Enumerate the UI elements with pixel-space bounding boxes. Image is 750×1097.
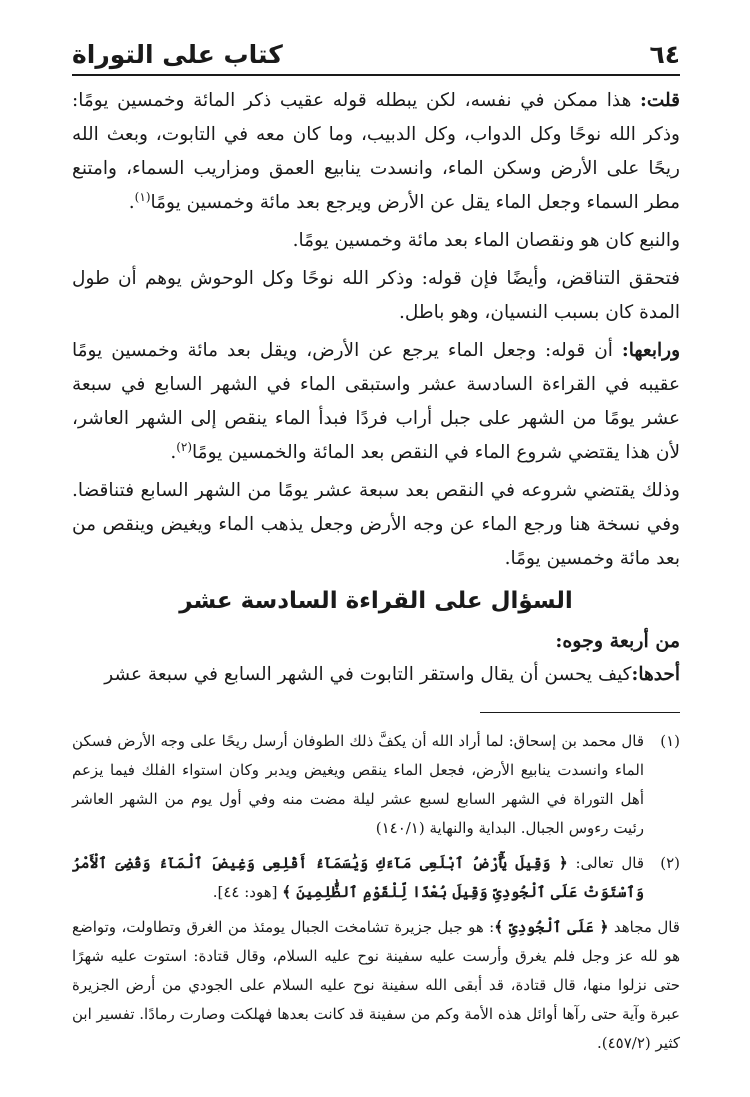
- book-title: كتاب على التوراة: [72, 40, 283, 69]
- quran-reference: [هود: ٤٤].: [212, 883, 278, 901]
- footnote-2-intro: قال تعالى:: [575, 854, 645, 872]
- footnote-1-text: قال محمد بن إسحاق: لما أراد الله أن يكفَّ ذلك الطوفان أرسل ريحًا على وجه الأرض فسكن الماء وانسدت ينابيع الأرض، فجعل الماء ينقص ويغيض ويدبر وكان استواء الفلك فيما يزعم أهل التوراة في الشهر السابع لسبع عشر ليلة مضت منه وفي أول يوم من الشهر العاشر رئيت رءوس الجبال. البداية والنهاية (١٤٠/١): [72, 732, 644, 837]
- book-page: [72, 30, 680, 1070]
- footnote-2-text: [72, 849, 644, 907]
- footnote-separator: [480, 712, 680, 713]
- footnote-3-text: : هو جبل جزيرة تشامخت الجبال يومئذ من الغرق وتطاولت، وتواضع هو لله عز وجل فلم يغرق وأرست عليه سفينة نوح عليه السلام، وقال قتادة: استوت عليه شهرًا حتى نزلوا منها، قال قتادة، قد أبقى الله سفينة نوح عليه السلام على الجودي من أرض الجزيرة عبرة وآية حتى رآها أوائل هذه الأمة وكم من سفينة قد كانت بعدها فهلكت وصارت رمادًا. تفسير ابن كثير (٤٥٧/٢).: [72, 918, 680, 1052]
- footnote-2: [72, 849, 680, 907]
- paragraph-4: ورابعها: أن قوله: وجعل الماء يرجع عن الأرض، ويقل بعد مائة وخمسين يومًا عقيبه في القراءة السادسة عشر واستبقى الماء في الشهر السابع في سبعة عشر يومًا من الشهر على جبل أراب فردًا فبدأ الماء ينقص إلى الشهر العاشر، لأن هذا يقتضي شروع الماء في النقص بعد المائة والخمسين يومًا$^{(٢)}$.: [72, 340, 680, 463]
- page-number: ٦٤: [649, 40, 680, 69]
- footnote-2-number: (٢): [660, 854, 680, 872]
- paragraph-6-text: كيف يحسن أن يقال واستقر التابوت في الشهر السابع في سبعة عشر: [104, 664, 632, 685]
- footnote-1: [72, 727, 680, 843]
- paragraph-1-text: هذا ممكن في نفسه، لكن يبطله قوله عقيب ذكر المائة وخمسين يومًا: وذكر الله نوحًا وكل الدواب، وكل الدبيب، وما كان معه في التابوت، وبعث الله ريحًا على الأرض وسكن الماء، وانسدت ينابيع العمق ومزاريب السماء، وامتنع مطر السماء وجعل الماء يقل عن الأرض ويرجع بعد مائة وخمسين يومًا: [72, 90, 680, 213]
- paragraph-6-lead: أحدها:: [631, 664, 680, 685]
- running-header: [72, 30, 680, 76]
- footnote-3-intro: قال مجاهد: [613, 918, 680, 936]
- paragraph-4-lead: ورابعها:: [621, 340, 680, 361]
- paragraph-3: فتحقق التناقض، وأيضًا فإن قوله: وذكر الله نوحًا وكل الوحوش يوهم أن طول المدة كان بسبب النسيان، وهو باطل.: [72, 268, 680, 323]
- footnote-1-number: (١): [660, 732, 680, 750]
- footnote-ref-2[interactable]: (٢): [176, 439, 193, 454]
- paragraph-1: قلت: هذا ممكن في نفسه، لكن يبطله قوله عقيب ذكر المائة وخمسين يومًا: وذكر الله نوحًا وكل الدواب، وكل الدبيب، وما كان معه في التابوت، وبعث الله ريحًا على الأرض وسكن الماء، وانسدت ينابيع العمق ومزاريب السماء، وامتنع مطر السماء وجعل الماء يقل عن الأرض ويرجع بعد مائة وخمسين يومًا$^{(١)}$.: [72, 90, 680, 213]
- section-heading: السؤال على القراءة السادسة عشر: [179, 588, 573, 614]
- footnote-2-continuation: [72, 913, 680, 1058]
- quran-quote: ﴿ وَقِيلَ يَٰٓأَرْضُ ٱبْلَعِى مَآءَكِ وَيَٰسَمَآءُ أَقْلِعِى وَغِيضَ ٱلْمَآءُ وَقُضِىَ ٱلْأَمْرُ وَٱسْتَوَتْ عَلَى ٱلْجُودِىِّ وَقِيلَ بُعْدًا لِّلْقَوْمِ ٱلظَّٰلِمِينَ ﴾: [72, 854, 644, 901]
- subheading: من أربعة وجوه:: [555, 630, 680, 652]
- footnotes: [72, 727, 680, 1058]
- paragraph-5: وذلك يقتضي شروعه في النقص بعد سبعة عشر يومًا من الشهر السابع فتناقضا. وفي نسخة هنا ورجع الماء عن وجه الأرض وجعل يذهب الماء ويغيض وينقص من بعد مائة وخمسين يومًا.: [72, 480, 680, 569]
- paragraph-1-lead: قلت:: [640, 90, 680, 111]
- footnote-ref-1[interactable]: (١): [134, 189, 151, 204]
- main-text: [72, 84, 680, 692]
- paragraph-4-text: أن قوله: وجعل الماء يرجع عن الأرض، ويقل بعد مائة وخمسين يومًا عقيبه في القراءة السادسة عشر واستبقى الماء في الشهر السابع في سبعة عشر يومًا من الشهر على جبل أراب فردًا فبدأ الماء ينقص إلى الشهر العاشر، لأن هذا يقتضي شروع الماء في النقص بعد المائة والخمسين يومًا: [72, 340, 680, 463]
- paragraph-2: والنبع كان هو ونقصان الماء بعد مائة وخمسين يومًا.: [292, 230, 680, 251]
- quran-quote-short: ﴿ عَلَى ٱلْجُودِىِّ ﴾: [494, 918, 609, 936]
- paragraph-6: [72, 658, 680, 692]
